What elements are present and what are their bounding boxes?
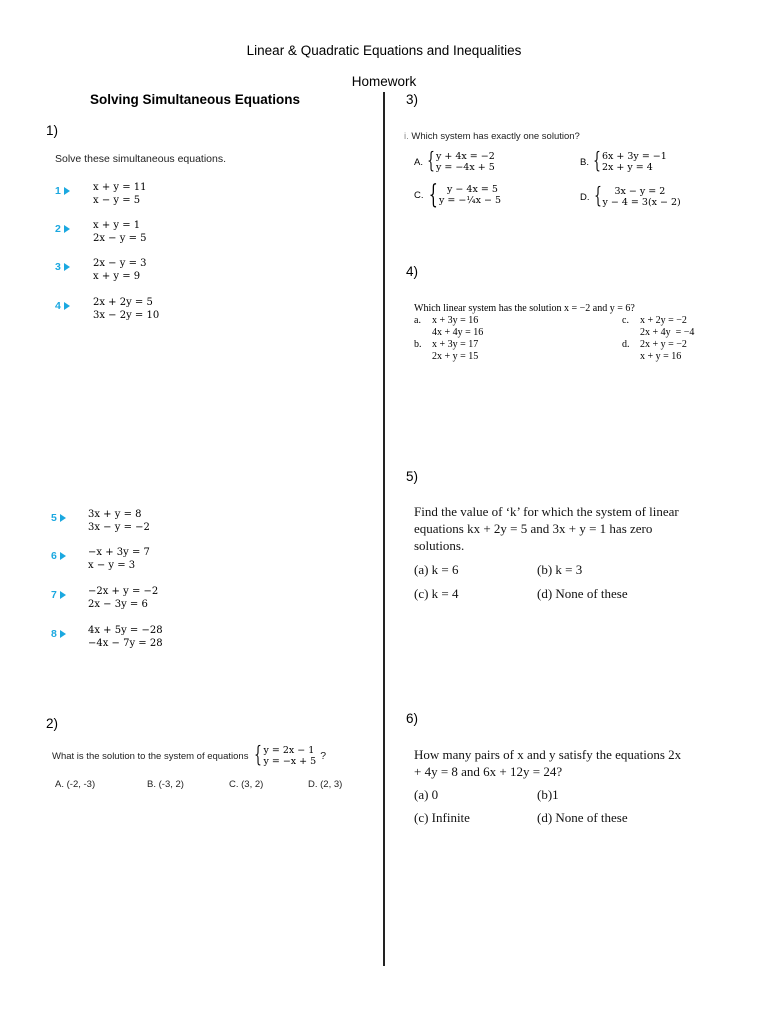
q1-item [51,508,66,526]
option-label: C. [229,779,239,790]
q1-item-equations [88,508,150,534]
triangle-icon [60,552,66,560]
q2-option [55,779,95,790]
equation: 2x − 3y = 6 [88,599,148,610]
equation: x − y = 5 [93,195,141,206]
equation: 4x + 5y = −28 [88,625,163,636]
equation-system [439,184,501,206]
equation: y − 4 = 3(x − 2) [602,197,681,208]
equation: x + y = 16 [640,351,682,362]
q5-option: (c) k = 4 [414,586,459,601]
q1-item [55,219,70,237]
option-label: C. [414,189,424,201]
q4-option [622,339,687,363]
q6-option: (c) Infinite [414,810,470,825]
item-number: 3 [55,261,61,273]
q1-item-equations [93,219,147,245]
question-text: What is the solution to the system of equations [52,750,249,762]
brace-icon: { [254,743,263,768]
option-value: (2, 3) [320,779,343,790]
q1-item-equations [88,546,150,572]
q1-item [51,624,66,642]
equation: y = −¼x − 5 [439,195,501,206]
option-label: d. [622,339,630,350]
item-number: 6 [51,550,57,562]
equation: 2x + y = 15 [432,351,479,362]
question-5-number: 5) [406,469,419,484]
brace-icon: { [593,149,601,174]
q1-item-equations [93,181,147,207]
page-title: Linear & Quadratic Equations and Inequalities [246,43,522,58]
equation: −x + 3y = 7 [88,547,150,558]
equation: x + 2y = −2 [640,315,687,326]
q1-item-equations [93,296,159,322]
q1-item-equations [93,257,147,283]
equation: 3x − 2y = 10 [93,310,160,321]
triangle-icon [64,263,70,271]
equation-system [263,745,316,767]
question-3-prompt [404,131,580,142]
q2-option [147,779,184,790]
option-label: A. [414,156,423,168]
q4-option [414,339,478,363]
item-number: 5 [51,512,57,524]
brace-icon: { [593,184,602,209]
item-number: 8 [51,628,57,640]
option-label: c. [622,315,629,326]
question-6-text [414,746,734,780]
equation: x − y = 3 [88,560,136,571]
equation: −2x + y = −2 [88,586,159,597]
column-divider [383,92,385,966]
equation: 3x − y = 2 [614,186,666,197]
option-label: b. [414,339,422,350]
question-4-number: 4) [406,264,419,279]
triangle-icon [60,514,66,522]
equation: y = −4x + 5 [435,162,495,173]
question-3-number: 3) [406,92,419,107]
equation: x + 3y = 16 [432,315,479,326]
q3-option [580,151,667,173]
brace-icon: { [428,180,438,210]
q6-option: (a) 0 [414,787,439,802]
equation: 2x + y = 4 [601,162,653,173]
text-line: solutions. [414,538,465,553]
equation: x + 3y = 17 [432,339,479,350]
question-mark: ? [320,750,327,762]
option-label: a. [414,315,421,326]
q4-option [414,315,483,339]
equation: x + y = 1 [93,220,141,231]
equation: y + 4x = −2 [435,151,495,162]
option-value: (-2, -3) [66,779,96,790]
q3-option [580,186,681,208]
q1-item-equations [88,585,158,611]
item-number: 4 [55,300,61,312]
item-number: 7 [51,589,57,601]
equation: 3x + y = 8 [88,509,142,520]
equation: 2x + 2y = 5 [93,297,153,308]
q1-item-equations [88,624,163,650]
q2-option [229,779,263,790]
question-5-text [414,503,724,554]
question-6-number: 6) [406,711,419,726]
q5-option: (a) k = 6 [414,562,459,577]
question-text: Which system has exactly one solution? [411,131,580,142]
text-line: Find the value of ‘k’ for which the system of linear [414,504,679,519]
q4-option [622,315,694,339]
triangle-icon [60,591,66,599]
option-label: B. [580,156,589,168]
equation: 6x + 3y = −1 [601,151,667,162]
option-value: (3, 2) [241,779,264,790]
equation-system [603,186,681,208]
equation: 3x − y = −2 [88,522,150,533]
equation: −4x − 7y = 28 [88,638,163,649]
text-line: equations kx + 2y = 5 and 3x + y = 1 has zero [414,521,653,536]
equation: 4x + 4y = 16 [432,327,484,338]
equation: y − 4x = 5 [447,184,498,195]
text-line: How many pairs of x and y satisfy the equations 2x [414,747,682,762]
triangle-icon [64,225,70,233]
q3-option [414,151,495,173]
equation: x + y = 11 [93,182,147,193]
equation: y = 2x − 1 [263,745,315,756]
equation: x + y = 9 [93,271,141,282]
q6-option: (d) None of these [537,810,628,825]
question-2-number: 2) [46,716,59,731]
triangle-icon [64,187,70,195]
page-subtitle: Homework [351,74,417,89]
question-2-prompt [52,745,326,767]
equation: 2x − y = 5 [93,233,147,244]
triangle-icon [60,630,66,638]
equation: 2x + y = −2 [640,339,687,350]
triangle-icon [64,302,70,310]
question-1-number: 1) [46,123,59,138]
q1-item [55,257,70,275]
option-label: D. [308,779,318,790]
option-label: A. [55,779,64,790]
text-line: + 4y = 8 and 6x + 12y = 24? [414,764,563,779]
option-label: B. [147,779,156,790]
equation: 2x + 4y = −4 [640,327,695,338]
q1-item [51,546,66,564]
brace-icon: { [427,149,435,174]
q1-item [55,181,70,199]
question-marker: i. [404,131,409,142]
question-1-instruction: Solve these simultaneous equations. [55,153,227,165]
q6-option: (b)1 [537,787,559,802]
q5-option: (d) None of these [537,586,628,601]
option-value: (-3, 2) [158,779,184,790]
equation-system [602,151,667,173]
question-4-text: Which linear system has the solution x = −2 and y = 6? [414,303,635,314]
q2-option [308,779,342,790]
equation: y = −x + 5 [263,756,317,767]
section-title: Solving Simultaneous Equations [90,92,301,107]
q3-option [414,180,501,210]
q1-item [55,296,70,314]
q1-item [51,585,66,603]
equation: 2x − y = 3 [93,258,147,269]
item-number: 2 [55,223,61,235]
option-label: D. [580,191,590,203]
item-number: 1 [55,185,61,197]
q5-option: (b) k = 3 [537,562,583,577]
equation-system [436,151,495,173]
